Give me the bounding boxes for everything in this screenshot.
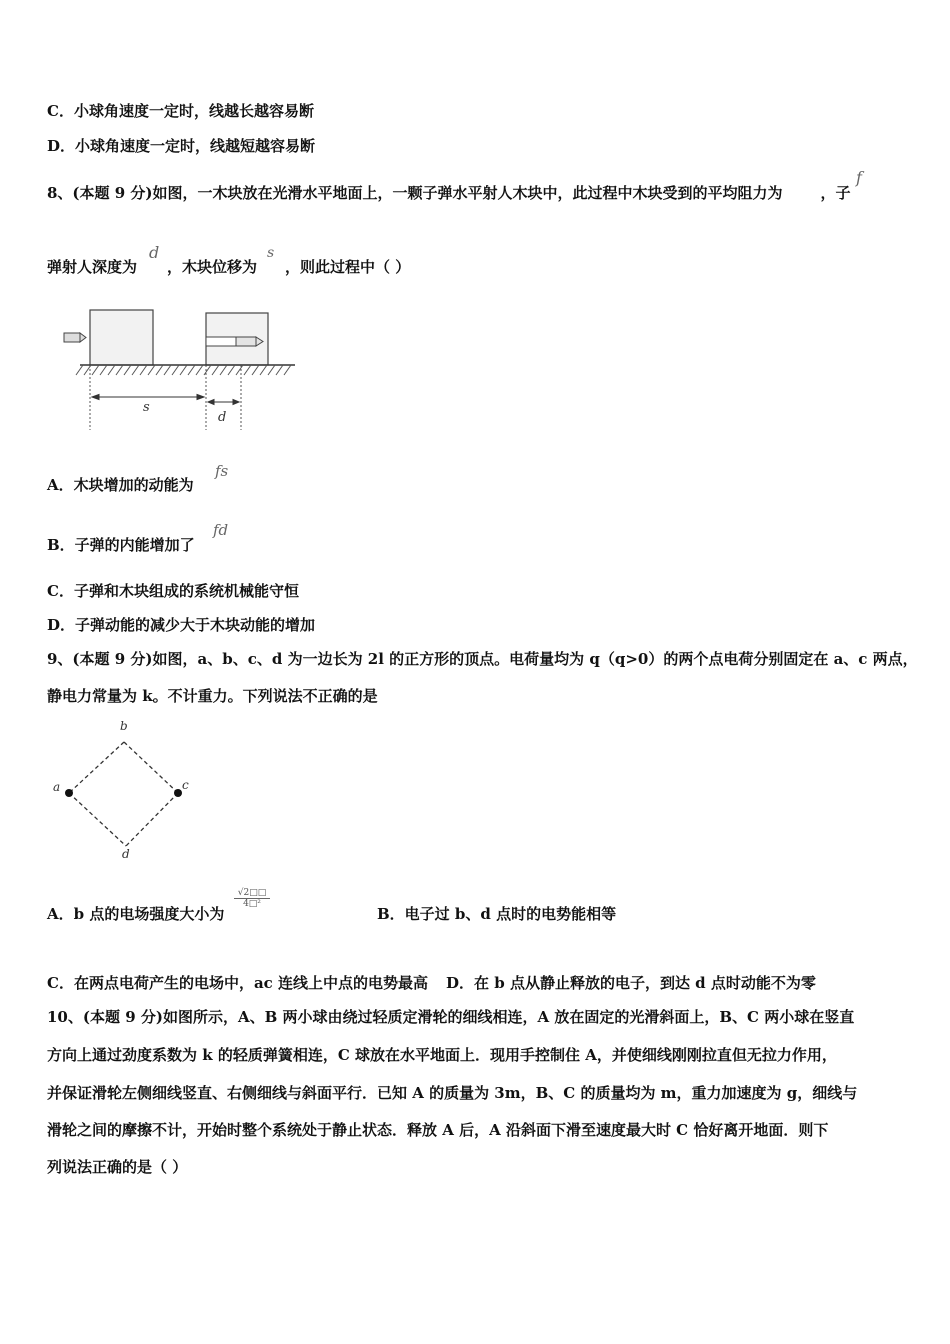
- q8-stem-depth: 弹射人深度为: [47, 258, 138, 276]
- q7-option-c: C．小球角速度一定时，线越长越容易断: [47, 102, 314, 120]
- q8-option-d: D．子弹动能的减少大于木块动能的增加: [47, 616, 316, 634]
- q10-line3: 并保证滑轮左侧细线竖直、右侧细线与斜面平行．已知 A 的质量为 3m，B、C 的质量均为 m，重力加速度为 g，细线与: [47, 1084, 858, 1102]
- vertex-c-label: c: [182, 778, 189, 792]
- q8-stem-end2: ，则此过程中（ ）: [285, 258, 411, 276]
- bullet-embedded: [206, 337, 263, 346]
- q8-var-d: d: [149, 243, 160, 262]
- q9-options-cd: [47, 973, 816, 993]
- block-initial: [90, 310, 153, 365]
- charge-a: [65, 789, 73, 797]
- bullet-initial: [64, 333, 86, 342]
- dimension-arrows: [92, 395, 239, 405]
- q8-option-a-expr: fs: [215, 462, 229, 480]
- charge-c: [174, 789, 182, 797]
- label-d: d: [218, 410, 227, 425]
- q9-option-a: A．b 点的电场强度大小为: [47, 905, 225, 923]
- q9-figure: [45, 715, 205, 865]
- q9-option-a-fraction: [234, 888, 270, 909]
- q10-line1: 10、(本题 9 分)如图所示，A、B 两小球由绕过轻质定滑轮的细线相连，A 放在固定的光滑斜面上，B、C 两小球在竖直: [47, 1008, 855, 1026]
- square-edges: [69, 742, 178, 846]
- q8-var-s: s: [267, 245, 275, 261]
- q8-option-c: C．子弹和木块组成的系统机械能守恒: [47, 582, 299, 600]
- q8-stem-text: 8、(本题 9 分)如图，一木块放在光滑水平地面上，一颗子弹水平射人木块中，此过程中木块受到的平均阻力为: [47, 184, 783, 202]
- q8-figure: [45, 300, 305, 435]
- q9-option-d: D．在 b 点从静止释放的电子，到达 d 点时动能不为零: [446, 974, 816, 992]
- q8-option-b-expr: fd: [213, 521, 229, 539]
- q8-stem-end: ，子: [820, 184, 851, 202]
- q9-option-b: B．电子过 b、d 点时的电势能相等: [377, 905, 617, 923]
- q10-line5: 列说法正确的是（ ）: [47, 1158, 188, 1176]
- q8-var-f: f: [856, 168, 862, 187]
- q7-option-d: D．小球角速度一定时，线越短越容易断: [47, 137, 316, 155]
- q9-stem-line1: 9、(本题 9 分)如图，a、b、c、d 为一边长为 2l 的正方形的顶点。电荷量均为 q（q>0）的两个点电荷分别固定在 a、c 两点，: [47, 650, 918, 668]
- q8-stem-disp: ，木块位移为: [167, 258, 258, 276]
- vertex-b-label: b: [120, 719, 128, 733]
- q8-stem-line1: [47, 183, 851, 203]
- q8-stem-line2: [47, 257, 410, 277]
- q9-stem-line2: 静电力常量为 k。不计重力。下列说法不正确的是: [47, 687, 378, 705]
- fraction-numerator: √2□□: [234, 888, 270, 899]
- q8-option-a: A．木块增加的动能为: [47, 476, 194, 494]
- label-s: s: [143, 400, 150, 415]
- fraction-denominator: 4□²: [243, 899, 261, 909]
- q10-line2: 方向上通过劲度系数为 k 的轻质弹簧相连，C 球放在水平地面上．现用手控制住 A，并使细线刚刚拉直但无拉力作用，: [47, 1046, 837, 1064]
- q10-line4: 滑轮之间的摩擦不计，开始时整个系统处于静止状态．释放 A 后，A 沿斜面下滑至速度最大时 C 恰好离开地面．则下: [47, 1121, 829, 1139]
- vertex-a-label: a: [53, 780, 61, 794]
- q8-option-b: B．子弹的内能增加了: [47, 536, 195, 554]
- vertex-d-label: d: [122, 847, 130, 861]
- ground-hatching: [76, 365, 291, 375]
- q9-option-c: C．在两点电荷产生的电场中，ac 连线上中点的电势最高: [47, 974, 429, 992]
